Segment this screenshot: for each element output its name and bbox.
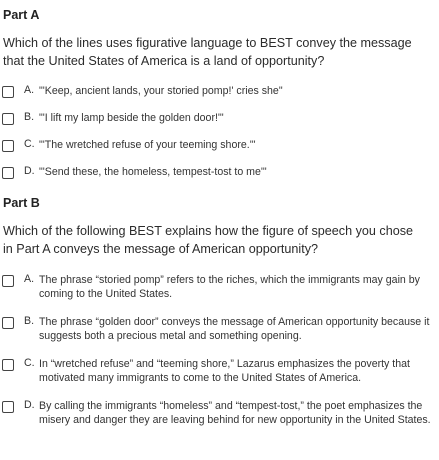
option-letter: C. [24,138,35,150]
option-letter: B. [24,111,35,123]
checkbox[interactable] [2,317,14,329]
option-text: The phrase “storied pomp” refers to the riches, which the immigrants may gain by coming to the United States. [39,274,420,300]
checkbox[interactable] [2,275,14,287]
option-letter: A. [24,273,35,285]
option-text: By calling the immigrants “homeless” and “tempest-tost,” the poet emphasizes the misery and danger they are leaving behind for new opportunity in the United States. [39,400,431,426]
part-a-question: Which of the lines uses figurative language to BEST convey the message that the United States of America is a land of opportunity? [3,36,412,68]
checkbox[interactable] [2,140,14,152]
option-letter: A. [24,84,35,96]
part-b-question: Which of the following BEST explains how the figure of speech you chose in Part A conveys the message of American opportunity? [3,224,413,256]
option-letter: D. [24,399,35,411]
checkbox[interactable] [2,86,14,98]
option-letter: B. [24,315,35,327]
part-b-title: Part B [3,196,40,210]
checkbox[interactable] [2,113,14,125]
option-letter: C. [24,357,35,369]
option-text: "'Keep, ancient lands, your storied pomp!' cries she" [39,85,283,97]
option-text: In “wretched refuse” and “teeming shore,” Lazarus emphasizes the poverty that motivated many immigrants to come to the United States of America. [39,358,410,384]
checkbox[interactable] [2,167,14,179]
checkbox[interactable] [2,401,14,413]
part-a-title: Part A [3,8,40,22]
option-text: "'Send these, the homeless, tempest-tost to me'" [39,166,267,178]
option-text: "'I lift my lamp beside the golden door!'" [39,112,224,124]
option-text: The phrase “golden door” conveys the message of American opportunity because it suggests both a precious metal and something opening. [39,316,430,342]
option-letter: D. [24,165,35,177]
checkbox[interactable] [2,359,14,371]
option-text: "'The wretched refuse of your teeming shore.'" [39,139,256,151]
